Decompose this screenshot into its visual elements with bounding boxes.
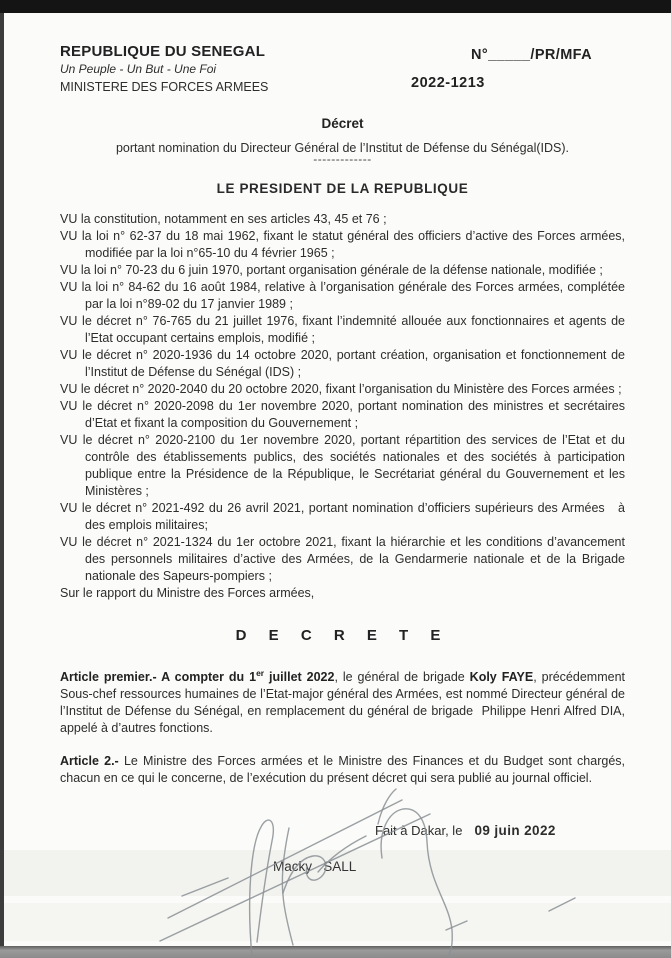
appointee-name: Koly FAYE [469, 670, 534, 685]
report-line: Sur le rapport du Ministre des Forces armées, [60, 586, 315, 600]
visa-item: VU la loi n° 84-62 du 16 août 1984, relative à l’organisation générale des Forces armées, complétée par la loi n°89-02 du 17 janvier 1989 ; [60, 280, 625, 311]
article-2-lead: Article 2.- [60, 754, 119, 769]
issuing-authority: LE PRESIDENT DE LA REPUBLIQUE [216, 181, 469, 196]
decree-number: 2022-1213 [411, 75, 485, 91]
article-premier-lead: Article premier.- A compter du 1 [60, 670, 257, 685]
closing-block [60, 823, 625, 933]
place-date-line [375, 823, 625, 838]
article-premier [60, 665, 625, 737]
visa-item: VU la constitution, notamment en ses articles 43, 45 et 76 ; [60, 212, 387, 226]
article-premier-mid: , le général de brigade [334, 670, 470, 685]
article-premier-date: juillet 2022 [264, 670, 335, 685]
visa-list [60, 211, 625, 602]
document-header [60, 43, 625, 96]
visa-item: VU le décret n° 2020-2100 du 1er novembre 2020, portant répartition des services de l’Etat et du contrôle des établissements publics, des sociétés nationales et des sociétés à participation publique entre la Présidence de la République, le Secrétariat général du Gouvernement et les Ministères ; [60, 433, 625, 498]
place-label: Fait à Dakar, le [375, 823, 463, 839]
ministry-name: MINISTERE DES FORCES ARMEES [60, 80, 269, 94]
reference-number: N°_____/PR/MFA [471, 47, 592, 63]
decree-enacting-word: D E C R E T E [235, 627, 450, 644]
reference-block [409, 43, 625, 96]
article-premier-tail: , précédemment Sous-chef ressources humaines de l’Etat-major général des Armées, est nommé Directeur général de l’Institut de Défense du Sénégal, en remplacement du général de brigade Philippe Henri Alfred DIA, appelé à d’autres fonctions. [60, 670, 625, 736]
visa-item: VU le décret n° 2021-492 du 26 avril 2021, portant nomination d’officiers supérieurs des Armées à des emplois militaires; [60, 501, 625, 532]
scan-edge-top [0, 0, 671, 13]
visa-item: VU la loi n° 62-37 du 18 mai 1962, fixant le statut général des officiers d’active des Forces armées, modifiée par la loi n°65-10 du 4 février 1965 ; [60, 229, 625, 260]
visa-item: VU le décret n° 76-765 du 21 juillet 1976, fixant l’indemnité allouée aux fonctionnaires et agents de l’Etat occupant certains emplois, modifié ; [60, 314, 625, 345]
document-body [4, 13, 671, 946]
issuer-block [60, 43, 268, 96]
visa-item: VU le décret n° 2020-1936 du 14 octobre 2020, portant création, organisation et fonctionnement de l’Institut de Défense du Sénégal (IDS) ; [60, 348, 625, 379]
dashed-separator: ------------- [313, 152, 372, 166]
signature-date: 09 juin 2022 [474, 823, 556, 839]
visa-item: VU le décret n° 2020-2040 du 20 octobre 2020, fixant l’organisation du Ministère des Forces armées ; [60, 382, 622, 396]
visa-item: VU le décret n° 2020-2098 du 1er novembre 2020, portant nomination des ministres et secrétaires d’Etat et fixant la composition du Gouvernement ; [60, 399, 625, 430]
national-motto: Un Peuple - Un But - Une Foi [60, 62, 217, 76]
visa-item: VU la loi n° 70-23 du 6 juin 1970, portant organisation générale de la défense nationale, modifiée ; [60, 263, 603, 277]
document-title: Décret [321, 116, 364, 131]
document-subtitle: portant nomination du Directeur Général de l’Institut de Défense du Sénégal(IDS). [115, 141, 570, 155]
visa-item: VU le décret n° 2021-1324 du 1er octobre 2021, fixant la hiérarchie et les conditions d’avancement des personnels militaires d’active des Armées, de la Gendarmerie nationale et de la Brigade nationale des Sapeurs-pompiers ; [60, 535, 625, 583]
article-2-tail: Le Ministre des Forces armées et le Ministre des Finances et du Budget sont chargés, chacun en ce qui le concerne, de l’exécution du présent décret qui sera publié au journal officiel. [60, 754, 626, 786]
signatory-name: Macky SALL [273, 859, 357, 875]
scan-edge-bottom [0, 946, 671, 958]
article-2 [60, 753, 625, 787]
ordinal-superscript: er [256, 668, 265, 678]
state-name: REPUBLIQUE DU SENEGAL [60, 43, 266, 60]
